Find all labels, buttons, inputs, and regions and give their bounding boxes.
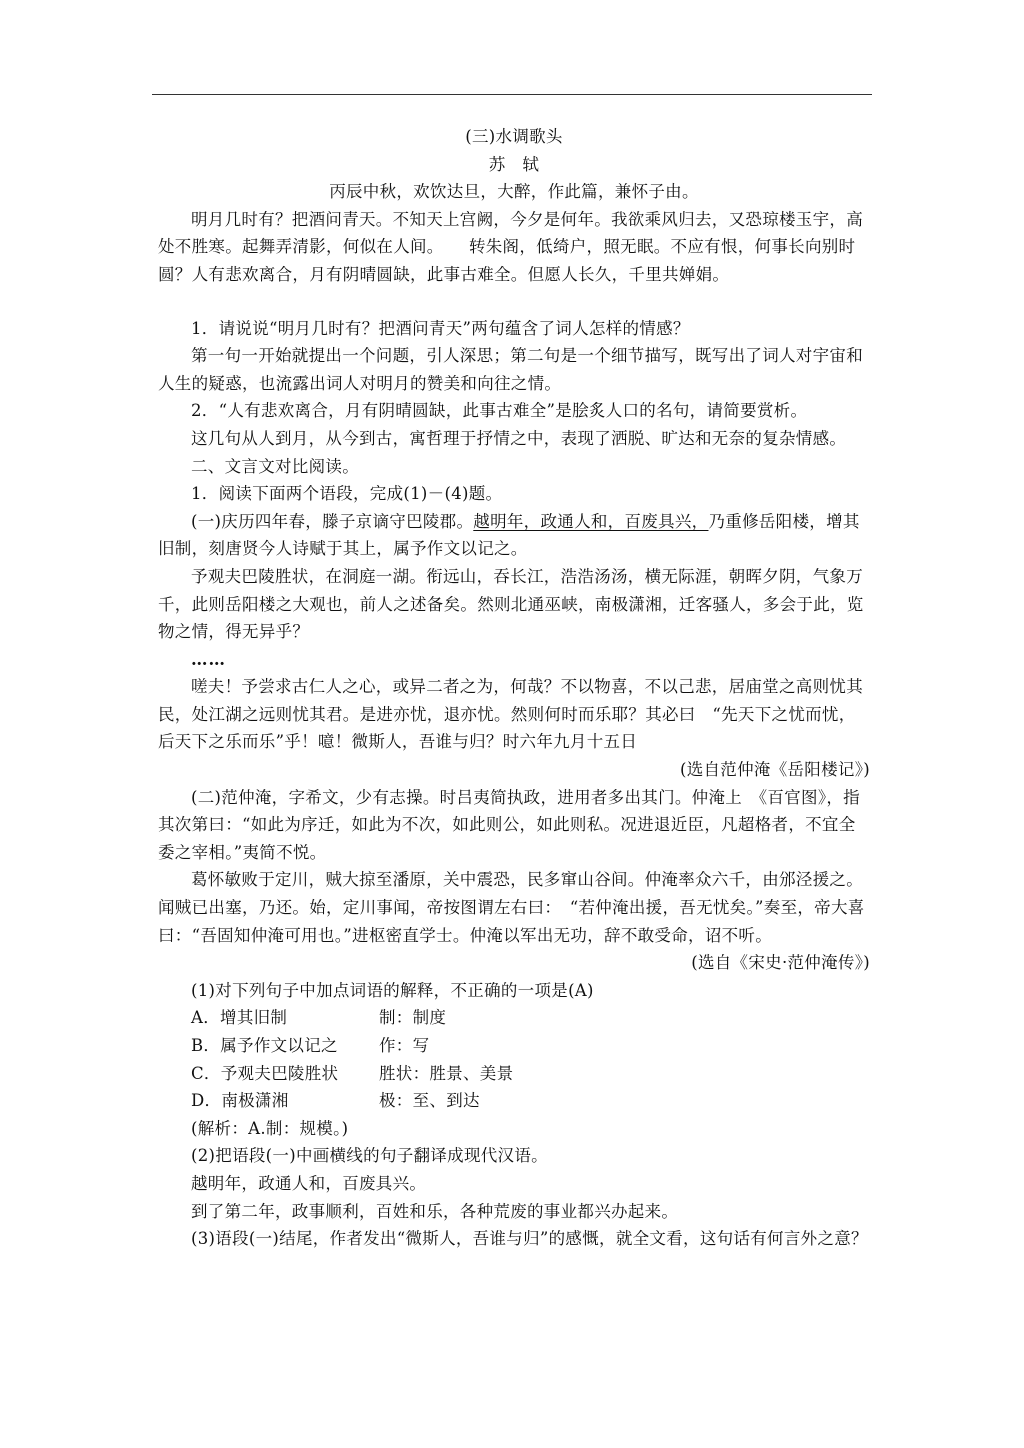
answer-2: 这几句从人到月，从今到古，寓哲理于抒情之中，表现了洒脱、旷达和无奈的复杂情感。: [191, 428, 847, 448]
option-d-explanation: 极：至、到达: [379, 1091, 480, 1111]
q3-stem: (3)语段(一)结尾，作者发出“微斯人，吾谁与归”的感慨，就全文看，这句话有何言外之意？: [191, 1229, 868, 1249]
q1-option-d: [158, 1087, 870, 1115]
passage1-paragraph3: 嗟夫！予尝求古仁人之心，或异二者之为，何哉？不以物喜，不以己悲，居庙堂之高则忧其民，处江湖之远则忧其君。是进亦忧，退亦忧。然则何时而乐耶？其必曰 “先天下之忧而忧，后天下之乐而乐”乎！噫！微斯人，吾谁与归？时六年九月十五日: [158, 677, 863, 752]
option-a-explanation: 制：制度: [379, 1008, 447, 1028]
passage2-paragraph2: 葛怀敏败于定川，贼大掠至潘原，关中震恐，民多窜山谷间。仲淹率众六千，由邠泾援之。闻贼已出塞，乃还。始，定川事闻，帝按图谓左右曰： “若仲淹出援，吾无忧矣。”奏至，帝大喜曰：“吾固知仲淹可用也。”进枢密直学士。仲淹以军出无功，辞不敢受命，诏不听。: [158, 870, 865, 945]
passage2-source: (选自《宋史·范仲淹传》): [691, 953, 870, 973]
passage1-paragraph2: 予观夫巴陵胜状，在洞庭一湖。衔远山，吞长江，浩浩汤汤，横无际涯，朝晖夕阴，气象万千，此则岳阳楼之大观也，前人之述备矣。然则北通巫峡，南极潇湘，迁客骚人，多会于此，览物之情，得无异乎？: [158, 566, 864, 642]
poem-title: (三)水调歌头: [465, 127, 563, 146]
question-1: 1．请说说“明月几时有？把酒问青天”两句蕴含了词人怎样的情感？: [191, 318, 690, 338]
option-a-sentence: A．增其旧制: [191, 1008, 288, 1028]
ellipsis: ……: [191, 649, 226, 669]
passage1-p1-pre: (一)庆历四年春，滕子京谪守巴陵郡。: [191, 511, 474, 531]
passage1-p1-post: 乃重修岳阳楼，增其旧制，刻唐贤今人诗赋于其上，属予作文以记之。: [158, 511, 860, 559]
underlined-sentence: 越明年，政通人和，百废具兴，: [473, 511, 709, 531]
section-instruction: 1．阅读下面两个语段，完成(1)－(4)题。: [191, 484, 503, 504]
poem-text: 明月几时有？把酒问青天。不知天上宫阙，今夕是何年。我欲乘风归去，又恐琼楼玉宇，高处不胜寒。起舞弄清影，何似在人间。 转朱阁，低绮户，照无眠。不应有恨，何事长向别时圆？人有悲欢离合，月有阴晴圆缺，此事古难全。但愿人长久，千里共婵娟。: [158, 209, 863, 284]
option-b-sentence: B．属予作文以记之: [191, 1036, 338, 1055]
option-b-explanation: 作：写: [379, 1036, 430, 1055]
q1-option-a: [158, 1004, 870, 1032]
q1-option-c: [158, 1060, 870, 1088]
q2-stem: (2)把语段(一)中画横线的句子翻译成现代汉语。: [191, 1146, 548, 1166]
option-c-sentence: C．予观夫巴陵胜状: [191, 1063, 339, 1083]
passage1-source: (选自范仲淹《岳阳楼记》): [679, 760, 870, 780]
question-2: 2．“人有悲欢离合，月有阴晴圆缺，此事古难全”是脍炙人口的名句，请简要赏析。: [191, 401, 808, 421]
document-body: [158, 123, 870, 1253]
q1-option-b: [158, 1032, 870, 1060]
poem-preface: 丙辰中秋，欢饮达旦，大醉，作此篇，兼怀子由。: [329, 182, 699, 202]
section-heading: 二、文言文对比阅读。: [191, 456, 359, 476]
q2-sentence: 越明年，政通人和，百废具兴。: [191, 1173, 427, 1193]
option-d-sentence: D．南极潇湘: [191, 1091, 289, 1111]
q1-stem: (1)对下列句子中加点词语的解释，不正确的一项是(A): [191, 980, 594, 1000]
answer-1: 第一句一开始就提出一个问题，引人深思；第二句是一个细节描写，既写出了词人对宇宙和人生的疑惑，也流露出词人对明月的赞美和向往之情。: [158, 346, 863, 393]
passage2-paragraph1: (二)范仲淹，字希文，少有志操。时吕夷简执政，进用者多出其门。仲淹上 《百官图》，指其次第曰：“如此为序迁，如此为不次，如此则公，如此则私。况进退近臣，凡超格者，不宜全委之宰相。”夷简不悦。: [158, 787, 860, 862]
poem-author: 苏 轼: [488, 154, 540, 174]
option-c-explanation: 胜状：胜景、美景: [379, 1063, 514, 1083]
q2-answer: 到了第二年，政事顺利，百姓和乐，各种荒废的事业都兴办起来。: [191, 1201, 679, 1221]
header-rule: [152, 94, 872, 95]
q1-analysis: (解析：A.制：规模。): [191, 1118, 349, 1138]
spacer: [158, 289, 870, 315]
passage1-paragraph1: [158, 508, 870, 563]
